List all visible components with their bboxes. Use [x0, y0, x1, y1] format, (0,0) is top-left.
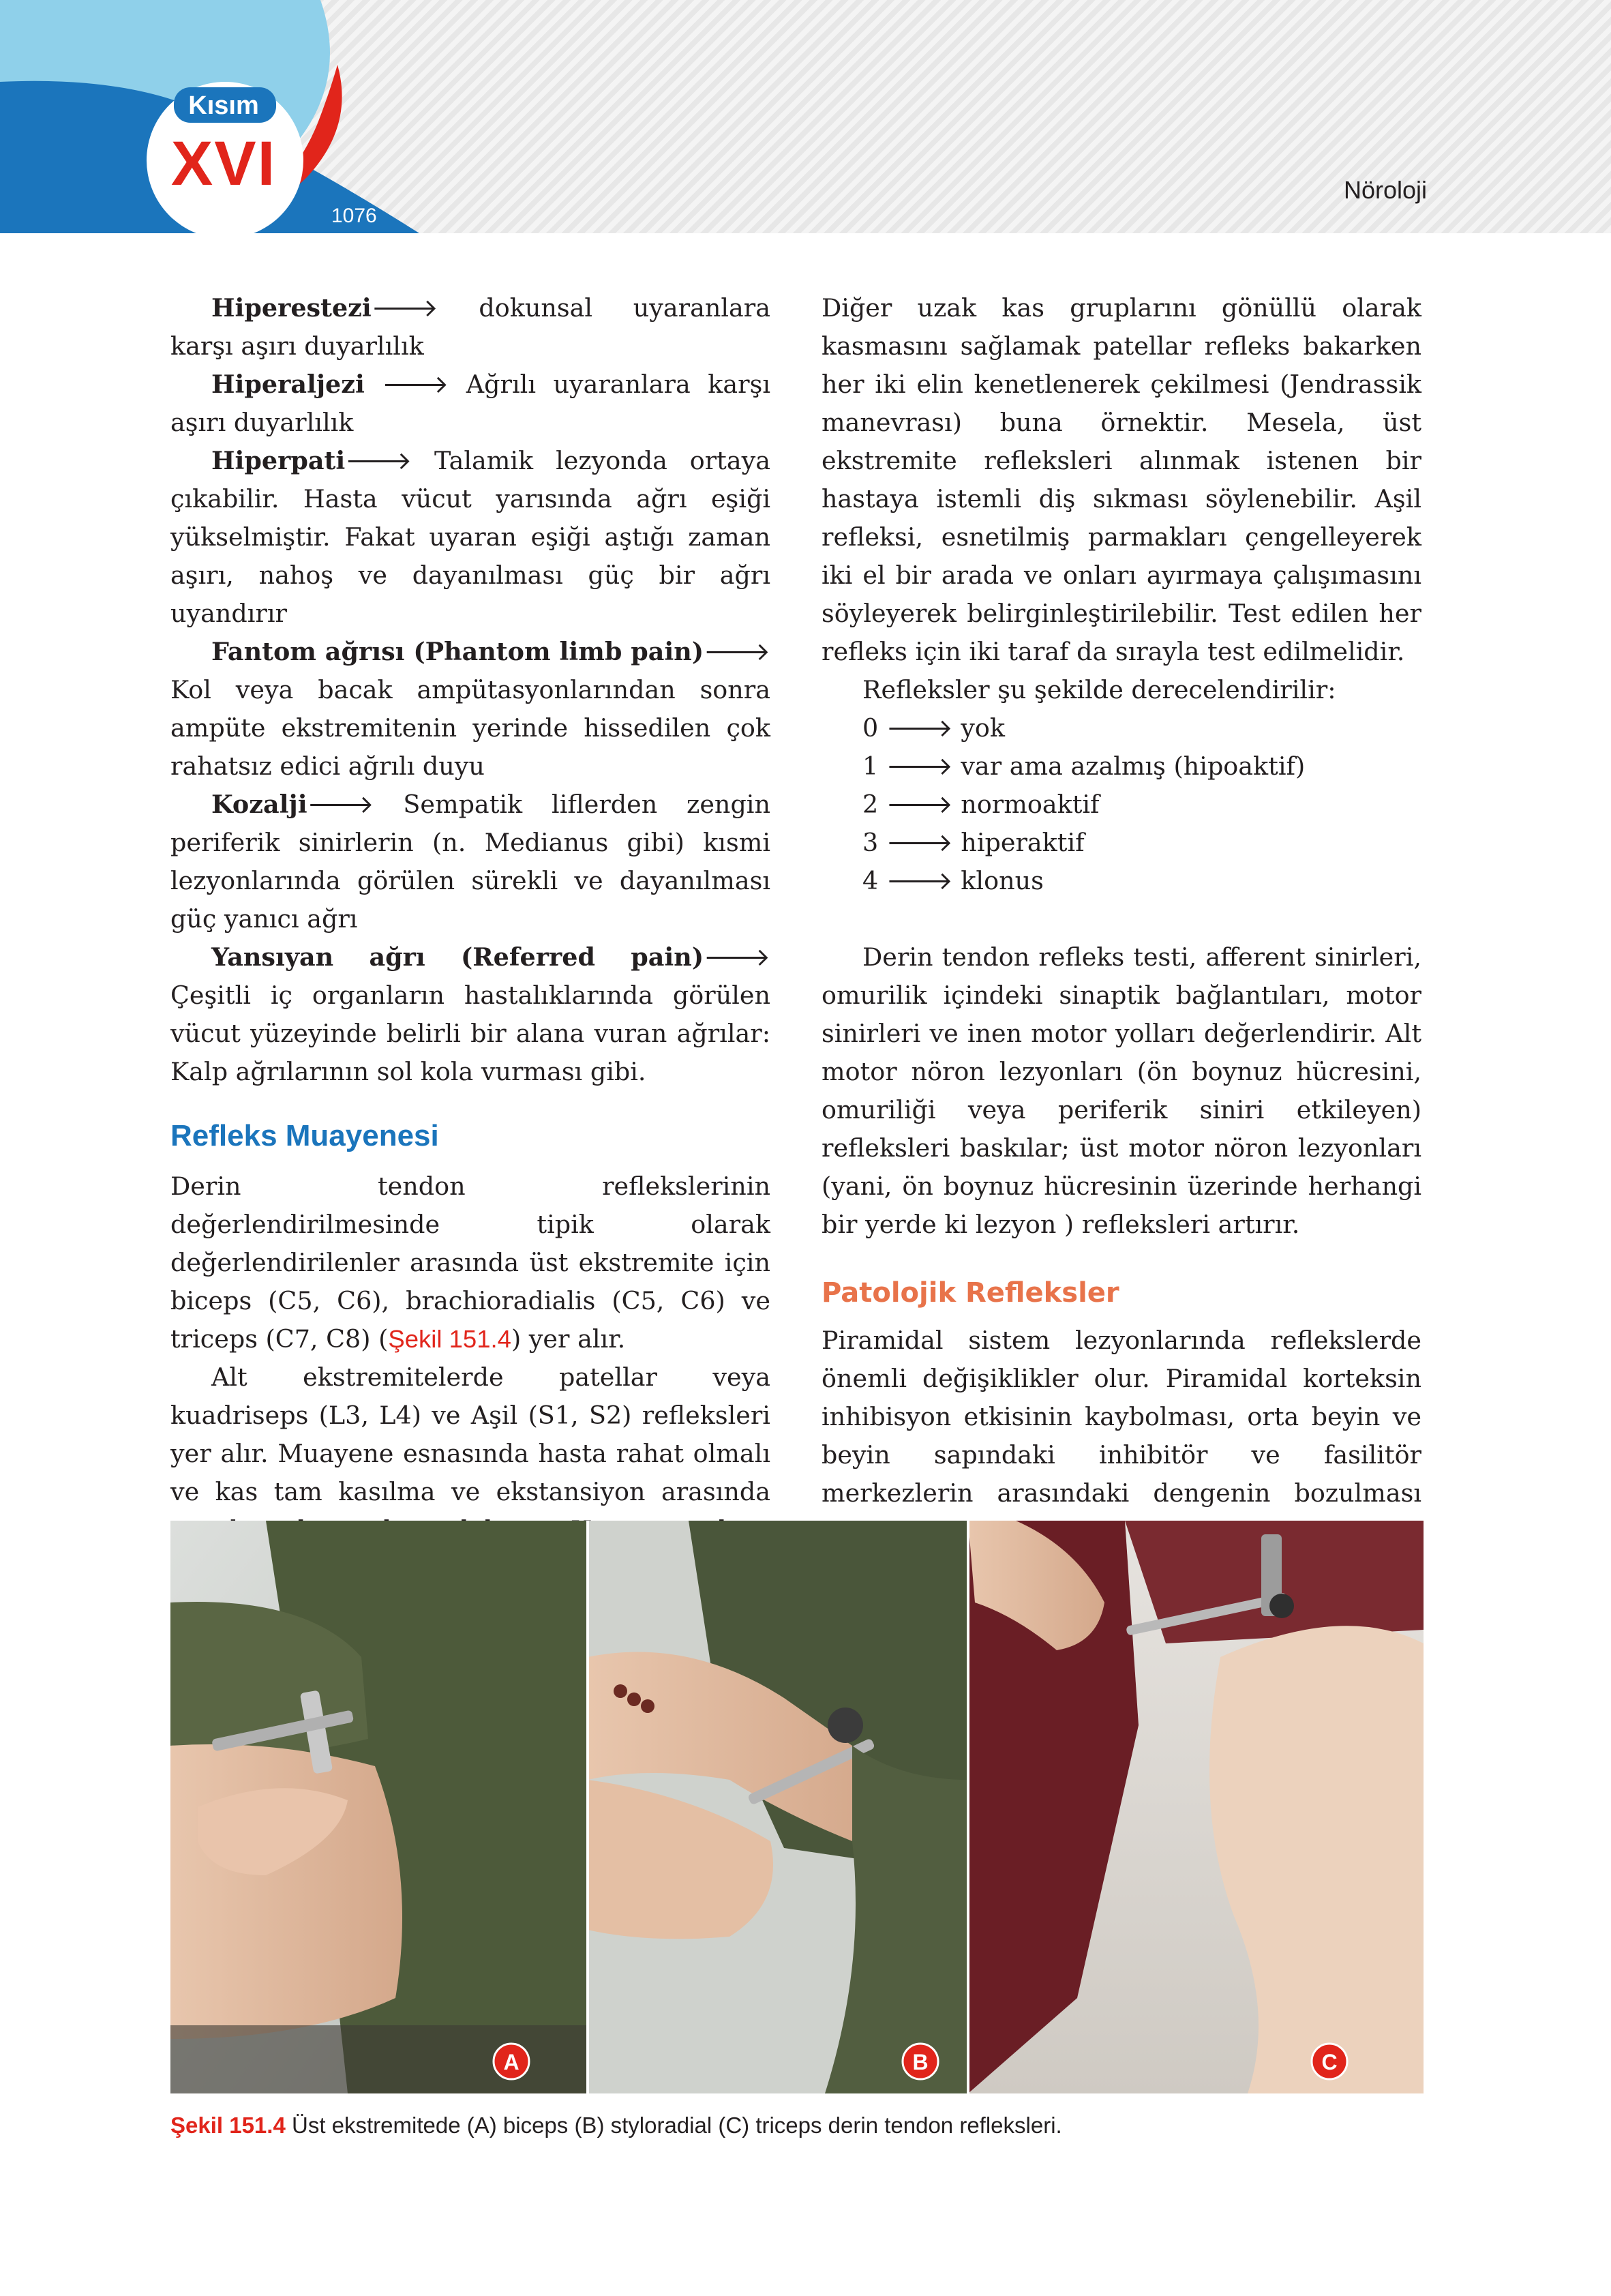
grade-item-3: 3 🡒 hiperaktif: [862, 828, 1085, 857]
panel-b-photo: [588, 1521, 968, 2093]
panel-label-a: [494, 2044, 529, 2079]
figure-caption-label: Şekil 151.4: [170, 2113, 286, 2138]
grade-item-2: 2 🡒 normoaktif: [862, 790, 1100, 819]
grade-item-1: 1 🡒 var ama azalmış (hipoaktif): [862, 751, 1306, 781]
definition-kozalji: Kozalji🡒 Sempatik liflerden zengin periferik sinirlerin (n. Medianus gibi) kısmi lezyonlarında görülen sürekli ve dayanılması güç yanıcı ağrı: [170, 790, 770, 934]
spacer: [822, 900, 1421, 938]
part-number: XVI: [170, 129, 277, 198]
svg-text:C: C: [1321, 2050, 1338, 2074]
heading-refleks-muayenesi: Refleks Muayenesi: [170, 1119, 439, 1152]
part-label: Kısım: [188, 91, 259, 120]
definition-yansiyan: Yansıyan ağrı (Referred pain)🡒 Çeşitli iç organların hastalıklarında görülen vücut yüzeyinde belirli bir alana vuran ağrılar: Kalp ağrılarının sol kola vurması gibi.: [170, 942, 770, 1086]
panel-c-photo: [968, 1521, 1424, 2093]
figure-reflex-photos: [170, 1521, 1424, 2093]
svg-text:A: A: [503, 2050, 520, 2074]
page-number: 1076: [331, 205, 377, 227]
panel-label-c: [1312, 2044, 1347, 2079]
definition-fantom: Fantom ağrısı (Phantom limb pain)🡒 Kol veya bacak ampütasyonlarından sonra ampüte ekstremitenin yerinde hissedilen çok rahatsız edici ağrılı duyu: [170, 637, 770, 781]
paragraph-motor-neuron: Derin tendon refleks testi, afferent sinirleri, omurilik içindeki sinaptik bağlantıları, motor sinirleri ve inen motor yolları değerlendirir. Alt motor nöron lezyonları (ön boynuz hücresini, omuriliği veya periferik siniri etkileyen) refleksleri baskılar; üst motor nöron lezyonları (yani, ön boynuz hücresinin üzerinde herhangi bir yerde ki lezyon ) refleksleri artırır.: [822, 942, 1421, 1239]
figure-reference-link[interactable]: Şekil 151.4: [388, 1325, 511, 1353]
left-column: [170, 289, 770, 1626]
grade-item-4: 4 🡒 klonus: [862, 866, 1044, 895]
svg-text:B: B: [912, 2050, 929, 2074]
paragraph-pyramidal: Piramidal sistem lezyonlarında reflekslerde önemli değişiklikler olur. Piramidal korteksin inhibisyon etkisinin kaybolması, orta beyin ve beyin sapındaki inhibitör ve fasilitör merkezlerin arasındaki dengenin bozulması: [822, 1326, 1421, 1508]
panel-label-b: [903, 2044, 938, 2079]
figure-caption: [170, 2113, 1424, 2138]
paragraph-tendon-reflexes: Derin tendon reflekslerinin değerlendirilmesinde tipik olarak değerlendirilenler arasında üst ekstremite için biceps (C5, C6), brachioradialis (C5, C6) ve triceps (C7, C8) (Şekil 151.4) yer alır.: [170, 1172, 770, 1354]
panel-a-photo: [170, 1521, 588, 2093]
heading-patolojik-refleksler: Patolojik Refleksler: [822, 1277, 1119, 1309]
paragraph-lower-extremity: Alt ekstremitelerde patellar veya kuadriseps (L3, L4) ve Aşil (S1, S2) refleksleri yer alır. Muayene esnasında hasta rahat olmalı ve kas tam kasılma ve ekstansiyon arasında: [170, 1362, 770, 1506]
figure-caption-text: Üst ekstremitede (A) biceps (B) styloradial (C) triceps derin tendon refleksleri.: [285, 2113, 1062, 2138]
definition-hiperestezi: Hiperestezi🡒 dokunsal uyaranlara karşı aşırı duyarlılık: [170, 293, 770, 361]
grade-intro: Refleksler şu şekilde derecelendirilir:: [862, 675, 1336, 704]
grade-item-0: 0 🡒 yok: [862, 713, 1006, 743]
paragraph-jendrassik: Diğer uzak kas gruplarını gönüllü olarak kasmasını sağlamak patellar refleks bakarken her iki elin kenetlenerek çekilmesi (Jendrassik manevrası) buna örnektir. Mesela, üst ekstremite refleksleri alınmak istenen bir hastaya istemli diş sıkması söylenebilir. Aşil refleksi, esnetilmiş parmakları çengelleyerek iki el bir arada ve onları ayırmaya çalışımasını söyleyerek belirginleştirilebilir. Test edilen her refleks için iki taraf da sırayla test edilmelidir.: [822, 293, 1421, 666]
section-title: Nöroloji: [1343, 176, 1427, 204]
definition-hiperaljezi: Hiperaljezi 🡒 Ağrılı uyaranlara karşı aşırı duyarlılık: [170, 370, 770, 437]
right-column: [822, 289, 1421, 1551]
definition-hiperpati: Hiperpati🡒 Talamik lezyonda ortaya çıkabilir. Hasta vücut yarısında ağrı eşiği yükselmiştir. Fakat uyaran eşiği aştığı zaman aşırı, nahoş ve dayanılması güç bir ağrı uyandırır: [170, 446, 770, 628]
